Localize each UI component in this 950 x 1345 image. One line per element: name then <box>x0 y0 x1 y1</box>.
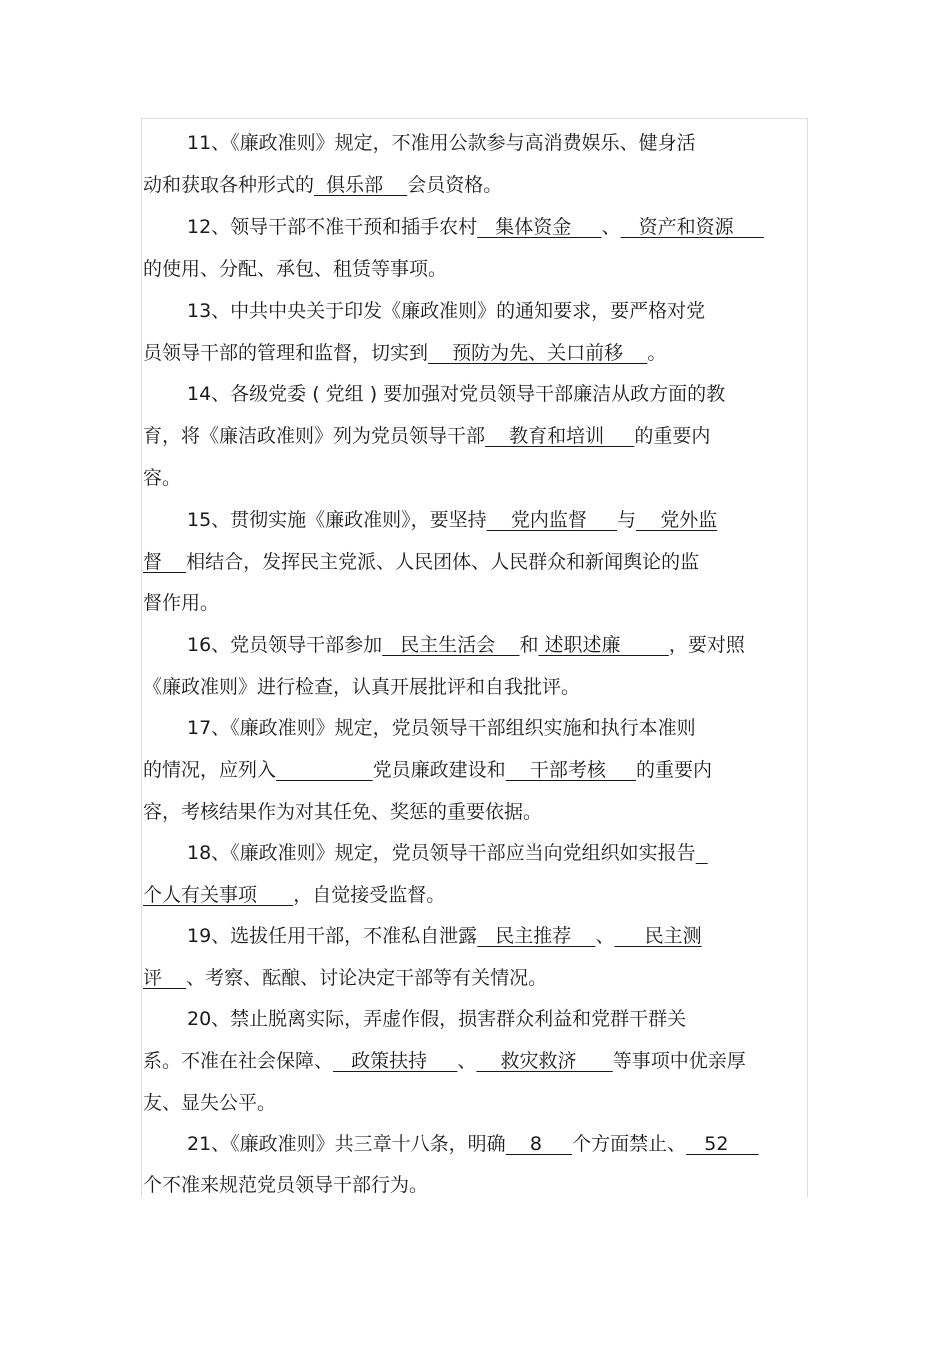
question-15-line-1: 15、贯彻实施《廉政准则》，要坚持 党内监督 与 党外监 <box>187 509 718 531</box>
question-11-line-1: 11、《廉政准则》规定，不准用公款参与高消费娱乐、健身活 <box>187 132 696 154</box>
answer-blank: 党内监督 <box>486 509 618 531</box>
answer-blank: 党外监 <box>636 509 718 531</box>
answer-blank: 督 <box>143 551 187 573</box>
answer-blank: 52 <box>686 1133 759 1155</box>
answer-blank: 民主生活会 <box>382 634 520 656</box>
question-17-line-2: 的情况，应列入 党员廉政建设和 干部考核 的重要内 <box>143 759 713 781</box>
question-14-line-1: 14、各级党委 ( 党组 ) 要加强对党员领导干部廉洁从政方面的教 <box>187 383 726 405</box>
question-13-line-1: 13、中共中央关于印发《廉政准则》的通知要求，要严格对党 <box>187 300 706 322</box>
question-15-line-2: 督 相结合，发挥民主党派、人民团体、人民群众和新闻舆论的监 <box>143 551 700 573</box>
answer-blank: 干部考核 <box>505 759 637 781</box>
question-17-line-1: 17、《廉政准则》规定，党员领导干部组织实施和执行本准则 <box>187 717 696 739</box>
question-18-line-1: 18、《廉政准则》规定，党员领导干部应当向党组织如实报告 <box>187 840 708 866</box>
answer-blank <box>276 759 373 781</box>
answer-blank <box>696 842 708 864</box>
answer-blank: 评 <box>143 967 187 989</box>
answer-blank: 资产和资源 <box>620 216 764 238</box>
answer-blank: 民主测 <box>614 925 702 947</box>
question-16-line-1: 16、党员领导干部参加 民主生活会 和 述职述廉 ，要对照 <box>187 634 745 656</box>
question-17-line-3: 容，考核结果作为对其任免、奖惩的重要依据。 <box>143 801 543 823</box>
answer-blank: 俱乐部 <box>314 174 408 196</box>
question-19-line-1: 19、选拔任用干部，不准私自泄露 民主推荐 、 民主测 <box>187 925 702 947</box>
question-20-line-1: 20、禁止脱离实际，弄虚作假，损害群众利益和党群干群关 <box>187 1008 687 1030</box>
question-20-line-3: 友、显失公平。 <box>143 1092 277 1114</box>
answer-blank: 民主推荐 <box>477 925 596 947</box>
answer-blank: 8 <box>505 1133 573 1155</box>
question-14-line-2: 育，将《廉洁政准则》列为党员领导干部 教育和培训 的重要内 <box>143 425 711 447</box>
question-15-line-3: 督作用。 <box>143 592 220 614</box>
answer-blank: 教育和培训 <box>485 425 635 447</box>
question-21-line-2: 个不准来规范党员领导干部行为。 <box>143 1174 429 1196</box>
answer-blank: 救灾救济 <box>476 1050 613 1072</box>
answer-blank: 政策扶持 <box>333 1050 458 1072</box>
question-12-line-2: 的使用、分配、承包、租赁等事项。 <box>143 258 448 280</box>
question-21-line-1: 21、《廉政准则》共三章十八条，明确 8 个方面禁止、 52 <box>187 1133 759 1155</box>
question-12-line-1: 12、领导干部不准干预和插手农村 集体资金 、 资产和资源 <box>187 216 764 238</box>
answer-blank: 个人有关事项 <box>143 884 294 906</box>
question-18-line-2: 个人有关事项 ，自觉接受监督。 <box>143 884 446 906</box>
question-19-line-2: 评 、考察、酝酿、讨论决定干部等有关情况。 <box>143 967 548 989</box>
question-13-line-2: 员领导干部的管理和监督，切实到 预防为先、关口前移 。 <box>143 342 667 364</box>
question-16-line-2: 《廉政准则》进行检查，认真开展批评和自我批评。 <box>143 676 581 698</box>
answer-blank: 预防为先、关口前移 <box>428 342 648 364</box>
question-20-line-2: 系。不准在社会保障、 政策扶持 、 救灾救济 等事项中优亲厚 <box>143 1050 746 1072</box>
answer-blank: 述职述廉 <box>538 634 669 656</box>
question-11-line-2: 动和获取各种形式的 俱乐部 会员资格。 <box>143 174 503 196</box>
answer-blank: 集体资金 <box>477 216 602 238</box>
question-14-line-3: 容。 <box>143 467 182 489</box>
